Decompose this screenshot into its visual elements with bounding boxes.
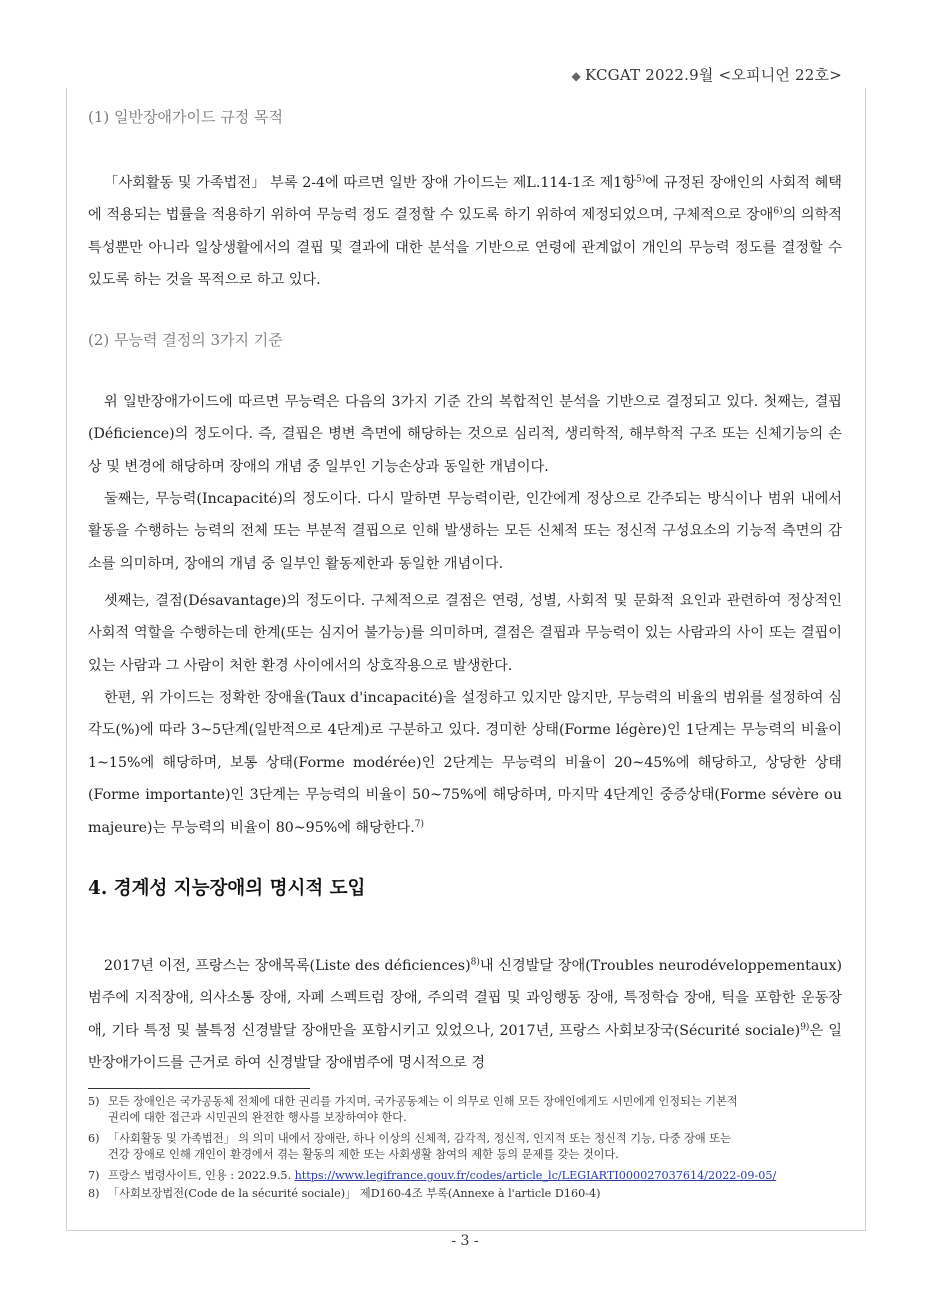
- text: 한편, 위 가이드는 정확한 장애율(Taux d'incapacité)을 설정하고 있지만 않지만, 무능력의 비율의 범위를 설정하여 심각도(%)에 따라 3~5단계(일반적으로 4단계)로 구분하고 있다. 경미한 상태(Forme légère)인 1단계는 무능력의 비율이 1~15%에 해당하며, 보통 상태(Forme modérée)인 2단계는 무능력의 비율이 20~45%에 해당하고, 상당한 상태(Forme importante)인 3단계는 무능력의 비율이 50~75%에 해당하며, 마지막 4단계인 중증상태(Forme sévère ou majeure)는 무능력의 비율이 80~95%에 해당한다.: [88, 690, 842, 836]
- footnote-ref-7[interactable]: 7): [414, 818, 424, 829]
- running-header: [572, 64, 842, 85]
- footnote-text: 「사회보장법전(Code de la sécurité sociale)」 제D160-4조 부록(Annexe à l'article D160-4): [108, 1187, 601, 1200]
- footnote-number: 6): [88, 1132, 100, 1145]
- header-text: KCGAT 2022.9월 <오피니언 22호>: [584, 66, 842, 84]
- footnote-7: [88, 1168, 842, 1184]
- text: 에 규정된 장애인의 사회적 혜택에 적용되는 법률을 적용하기 위하여 무능력 정도 결정할 수 있도록 하기 위하여 제정되었으며, 구체적으로 장애: [88, 175, 843, 224]
- footnote-number: 8): [88, 1187, 100, 1200]
- footnote-8: [88, 1186, 842, 1202]
- paragraph-criteria-1: [88, 386, 842, 483]
- diamond-icon: ◆: [571, 69, 581, 83]
- text: 2017년 이전, 프랑스는 장애목록(Liste des déficiences): [104, 958, 471, 974]
- footnote-number: 5): [88, 1095, 100, 1108]
- text: 셋째는, 결점(Désavantage)의 정도이다. 구체적으로 결점은 연령, 성별, 사회적 및 문화적 요인과 관련하여 정상적인 사회적 역할을 수행하는데 한계(또는 심지어 불가능)를 의미하며, 결점은 결핍과 무능력이 있는 사람과의 사이 또는 결핍이 있는 사람과 그 사람이 처한 환경 사이에서의 상호작용으로 발생한다.: [88, 593, 842, 674]
- paragraph-borderline: [88, 950, 842, 1080]
- section-heading-4: 4. 경계성 지능장애의 명시적 도입: [88, 878, 366, 899]
- text: 둘째는, 무능력(Incapacité)의 정도이다. 다시 말하면 무능력이란, 인간에게 정상으로 간주되는 방식이나 범위 내에서 활동을 수행하는 능력의 전체 또는 부분적 결핍으로 인해 발생하는 모든 신체적 또는 정신적 구성요소의 기능적 측면의 감소를 의미하며, 장애의 개념 중 일부인 활동제한과 동일한 개념이다.: [88, 491, 842, 572]
- footnote-text: 「사회활동 및 가족법전」 의 의미 내에서 장애란, 하나 이상의 신체적, 감각적, 정신적, 인지적 또는 정신적 기능, 다중 장애 또는: [108, 1132, 731, 1145]
- footnote-ref-5[interactable]: 5): [636, 174, 646, 185]
- page-number: - 3 -: [451, 1233, 479, 1249]
- footnote-text: 모든 장애인은 국가공동체 전체에 대한 권리를 가지며, 국가공동체는 이 의무로 인해 모든 장애인에게도 시민에게 인정되는 기본적: [108, 1095, 738, 1108]
- footnote-6: [88, 1131, 842, 1163]
- footnote-text: 건강 장애로 인해 개인이 환경에서 겪는 활동의 제한 또는 사회생활 참여의 제한 등의 문제를 갖는 것이다.: [108, 1148, 619, 1161]
- footnote-text: 권리에 대한 접근과 시민권의 완전한 행사를 보장하여야 한다.: [108, 1111, 407, 1124]
- footnote-5: [88, 1094, 842, 1126]
- footnote-ref-9[interactable]: 9): [800, 1022, 810, 1033]
- subheading-criteria: (2) 무능력 결정의 3가지 기준: [88, 331, 283, 349]
- paragraph-criteria-2: [88, 483, 842, 580]
- paragraph-criteria-3: [88, 585, 842, 682]
- footnote-ref-6[interactable]: 6): [773, 206, 783, 217]
- text: 「사회활동 및 가족법전」 부록 2-4에 따르면 일반 장애 가이드는 제L.114-1조 제1항: [104, 175, 637, 191]
- text: 내 신경발달 장애(Troubles neurodéveloppementaux)범주에 지적장애, 의사소통 장애, 자폐 스펙트럼 장애, 주의력 결핍 및 과잉행동 장애, 특정학습 장애, 틱을 포함한 운동장애, 기타 특정 및 불특정 신경발달 장애만을 포함시키고 있었으나, 2017년, 프랑스 사회보장국(Sécurité sociale): [88, 958, 842, 1039]
- legifrance-link[interactable]: https://www.legifrance.gouv.fr/codes/article_lc/LEGIARTI000027037614/2022-09-05/: [294, 1169, 777, 1182]
- text: 은 일반장애가이드를 근거로 하여 신경발달 장애범주에 명시적으로 경: [88, 1022, 842, 1072]
- paragraph-purpose: [88, 167, 842, 297]
- text: 의 의학적 특성뿐만 아니라 일상생활에서의 결핍 및 결과에 대한 분석을 기반으로 연령에 관계없이 개인의 무능력 정도를 결정할 수 있도록 하는 것을 목적으로 하고 있다.: [88, 207, 842, 289]
- footnote-divider: [88, 1088, 310, 1089]
- text: 위 일반장애가이드에 따르면 무능력은 다음의 3가지 기준 간의 복합적인 분석을 기반으로 결정되고 있다. 첫째는, 결핍(Déficience)의 정도이다. 즉, 결핍은 병변 측면에 해당하는 것으로 심리적, 생리학적, 해부학적 구조 또는 신체기능의 손상 및 변경에 해당하며 장애의 개념 중 일부인 기능손상과 동일한 개념이다.: [88, 394, 842, 475]
- footnote-number: 7): [88, 1169, 100, 1182]
- paragraph-criteria-4: [88, 682, 842, 844]
- footnote-ref-8[interactable]: 8): [470, 957, 480, 968]
- subheading-purpose: (1) 일반장애가이드 규정 목적: [88, 108, 283, 126]
- footnote-text: 프랑스 법령사이트, 인용 : 2022.9.5.: [108, 1169, 295, 1182]
